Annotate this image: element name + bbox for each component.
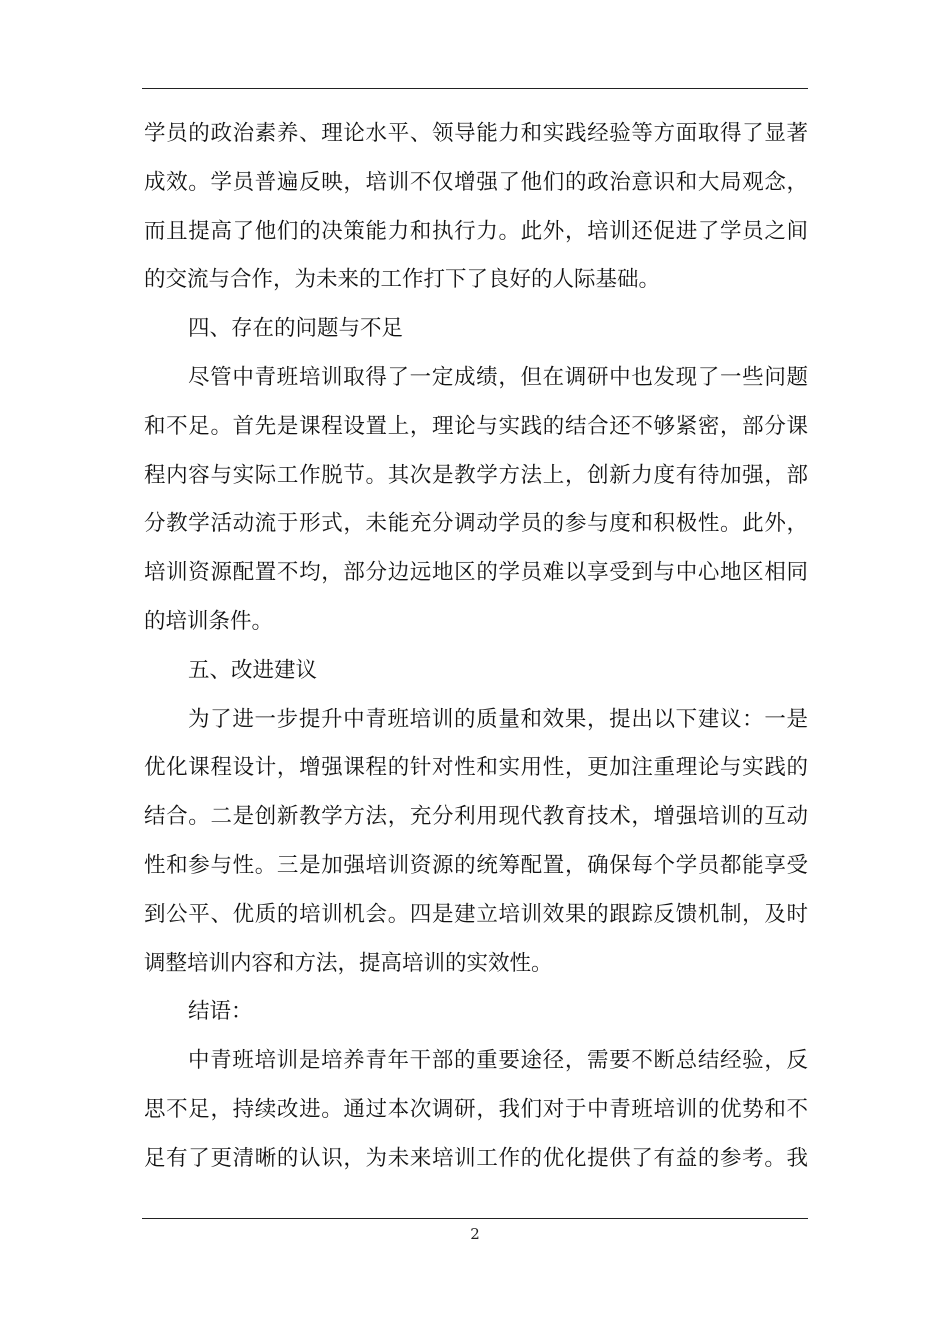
text-line: 四、存在的问题与不足 [188,316,404,342]
text-line: 成效。学员普遍反映，培训不仅增强了他们的政治意识和大局观念， [144,169,808,195]
text-line: 结语： [188,999,253,1025]
text-line: 学员的政治素养、理论水平、领导能力和实践经验等方面取得了显著 [144,121,808,146]
page-number: 2 [470,1225,480,1243]
header-rule [142,88,808,89]
text-line: 程内容与实际工作脱节。其次是教学方法上，创新力度有待加强，部 [144,462,808,488]
text-line: 而且提高了他们的决策能力和执行力。此外，培训还促进了学员之间 [144,218,808,244]
text-line: 为了进一步提升中青班培训的质量和效果，提出以下建议：一是 [188,706,808,732]
text-line: 足有了更清晰的认识，为未来培训工作的优化提供了有益的参考。我 [144,1145,808,1171]
text-line: 结合。二是创新教学方法，充分利用现代教育技术，增强培训的互动 [144,804,808,830]
footer-rule [142,1218,808,1219]
text-line: 到公平、优质的培训机会。四是建立培训效果的跟踪反馈机制，及时 [144,901,808,927]
text-line: 五、改进建议 [188,657,318,683]
text-line: 调整培训内容和方法，提高培训的实效性。 [144,950,553,976]
text-line: 尽管中青班培训取得了一定成绩，但在调研中也发现了一些问题 [188,364,808,390]
text-line: 优化课程设计，增强课程的针对性和实用性，更加注重理论与实践的 [144,755,808,781]
text-line: 和不足。首先是课程设置上，理论与实践的结合还不够紧密，部分课 [144,413,808,439]
text-line: 分教学活动流于形式，未能充分调动学员的参与度和积极性。此外， [144,511,808,537]
text-line: 的培训条件。 [144,608,274,634]
text-line: 培训资源配置不均，部分边远地区的学员难以享受到与中心地区相同 [144,560,808,586]
text-line: 思不足，持续改进。通过本次调研，我们对于中青班培训的优势和不 [144,1096,808,1122]
text-line: 中青班培训是培养青年干部的重要途径，需要不断总结经验，反 [188,1048,808,1074]
document-body [144,110,808,1184]
text-line: 性和参与性。三是加强培训资源的统筹配置，确保每个学员都能享受 [144,852,808,878]
text-line: 的交流与合作，为未来的工作打下了良好的人际基础。 [144,267,661,293]
